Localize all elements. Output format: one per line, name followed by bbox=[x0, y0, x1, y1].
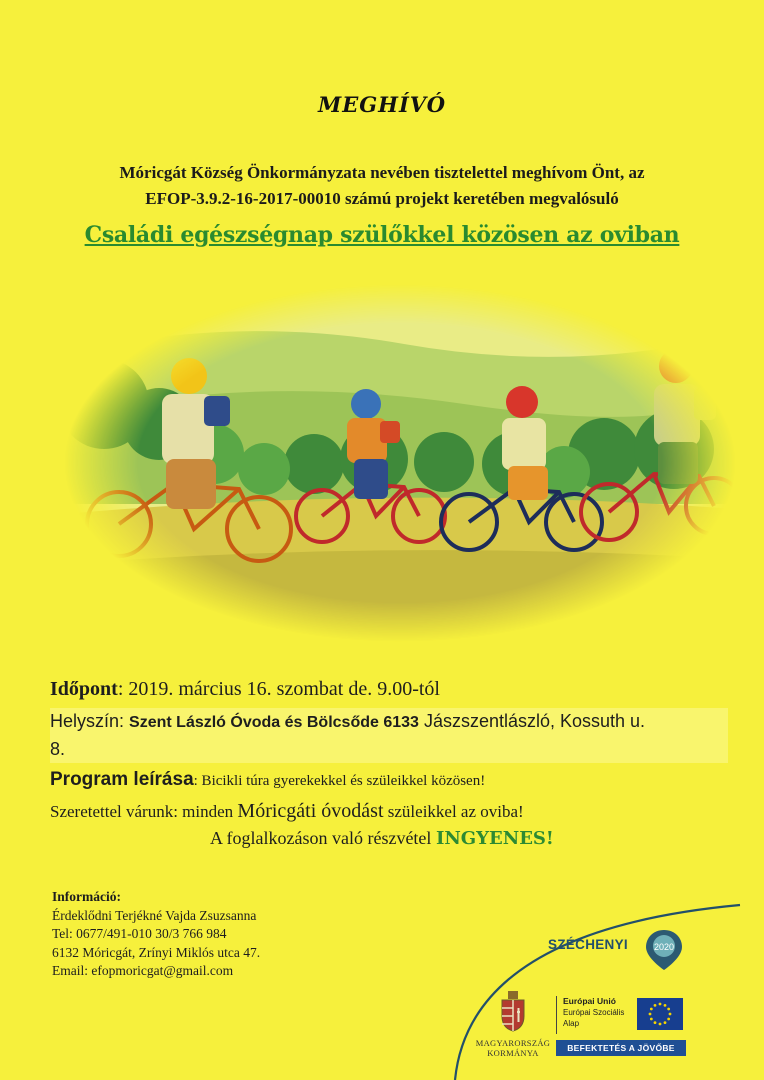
intro-line-2: EFOP-3.9.2-16-2017-00010 számú projekt keretében megvalósuló bbox=[145, 189, 619, 208]
eu-line-1: Európai Unió bbox=[563, 996, 616, 1006]
intro-text bbox=[40, 160, 724, 212]
welcome-highlight: Móricgáti óvodást bbox=[237, 800, 384, 822]
place-name: Szent László Óvoda és Bölcsőde 6133 bbox=[129, 714, 419, 731]
eu-star-icon bbox=[654, 1021, 657, 1024]
program-label: Program leírása bbox=[50, 769, 194, 790]
program-text: : Bicikli túra gyerekekkel és szüleikkel közösen! bbox=[193, 773, 486, 789]
info-address: 6132 Móricgát, Zrínyi Miklós utca 47. bbox=[52, 944, 261, 960]
coat-of-arms-icon bbox=[499, 990, 527, 1032]
szechenyi-year: 2020 bbox=[653, 942, 675, 952]
welcome-text bbox=[50, 800, 730, 823]
free-text: A foglalkozáson való részvétel bbox=[210, 828, 436, 848]
info-phone: Tel: 0677/491-010 30/3 766 984 bbox=[52, 926, 227, 941]
invest-banner: BEFEKTETÉS A JÖVŐBE bbox=[556, 1040, 686, 1056]
info-contact: Érdeklődni Terjékné Vajda Zsuzsanna bbox=[52, 907, 257, 923]
eu-star-icon bbox=[669, 1013, 672, 1016]
cycling-family-illustration bbox=[64, 284, 736, 642]
eu-star-icon bbox=[650, 1018, 653, 1021]
contact-info bbox=[52, 888, 352, 981]
eu-star-icon bbox=[654, 1004, 657, 1007]
eu-star-icon bbox=[659, 1003, 662, 1006]
eu-logo bbox=[556, 996, 687, 1034]
place-address-2: 8. bbox=[50, 739, 66, 759]
eu-star-icon bbox=[650, 1008, 653, 1011]
eu-star-icon bbox=[667, 1008, 670, 1011]
event-title: Családi egészségnap szülőkkel közösen az oviban bbox=[84, 222, 680, 248]
place-label: Helyszín: bbox=[50, 711, 125, 731]
eu-star-icon bbox=[649, 1013, 652, 1016]
intro-line-1: Móricgát Község Önkormányzata nevében tisztelettel meghívom Önt, az bbox=[119, 163, 645, 182]
welcome-mid: minden bbox=[177, 802, 238, 821]
program-description bbox=[50, 769, 730, 791]
eu-flag-icon bbox=[637, 998, 683, 1030]
event-place bbox=[50, 708, 728, 763]
government-logo-text bbox=[470, 1038, 556, 1058]
eu-star-icon bbox=[664, 1004, 667, 1007]
info-heading: Információ: bbox=[52, 889, 121, 904]
eu-logo-text bbox=[563, 996, 633, 1029]
government-line-2: KORMÁNYA bbox=[487, 1048, 539, 1058]
free-participation bbox=[210, 828, 710, 849]
eu-star-icon bbox=[664, 1021, 667, 1024]
welcome-end: szüleikkel az oviba! bbox=[383, 802, 524, 821]
szechenyi-pin-icon bbox=[644, 928, 684, 972]
eu-star-icon bbox=[659, 1023, 662, 1026]
info-email: Email: efopmoricgat@gmail.com bbox=[52, 963, 234, 978]
eu-star-icon bbox=[667, 1018, 670, 1021]
page-title: MEGHÍVÓ bbox=[317, 92, 447, 117]
eu-line-3: Alap bbox=[563, 1019, 580, 1028]
welcome-label: Szeretettel várunk: bbox=[50, 802, 178, 821]
szechenyi-logo-text: SZÉCHENYI bbox=[548, 937, 628, 952]
event-time bbox=[50, 678, 730, 701]
place-address-1: Jászszentlászló, Kossuth u. bbox=[423, 711, 646, 731]
eu-line-2: Európai Szociális bbox=[563, 1008, 625, 1017]
time-label: Időpont bbox=[50, 678, 118, 700]
government-line-1: MAGYARORSZÁG bbox=[475, 1038, 551, 1048]
time-value: : 2019. március 16. szombat de. 9.00-tól bbox=[117, 678, 440, 700]
free-highlight: INGYENES! bbox=[435, 828, 554, 849]
